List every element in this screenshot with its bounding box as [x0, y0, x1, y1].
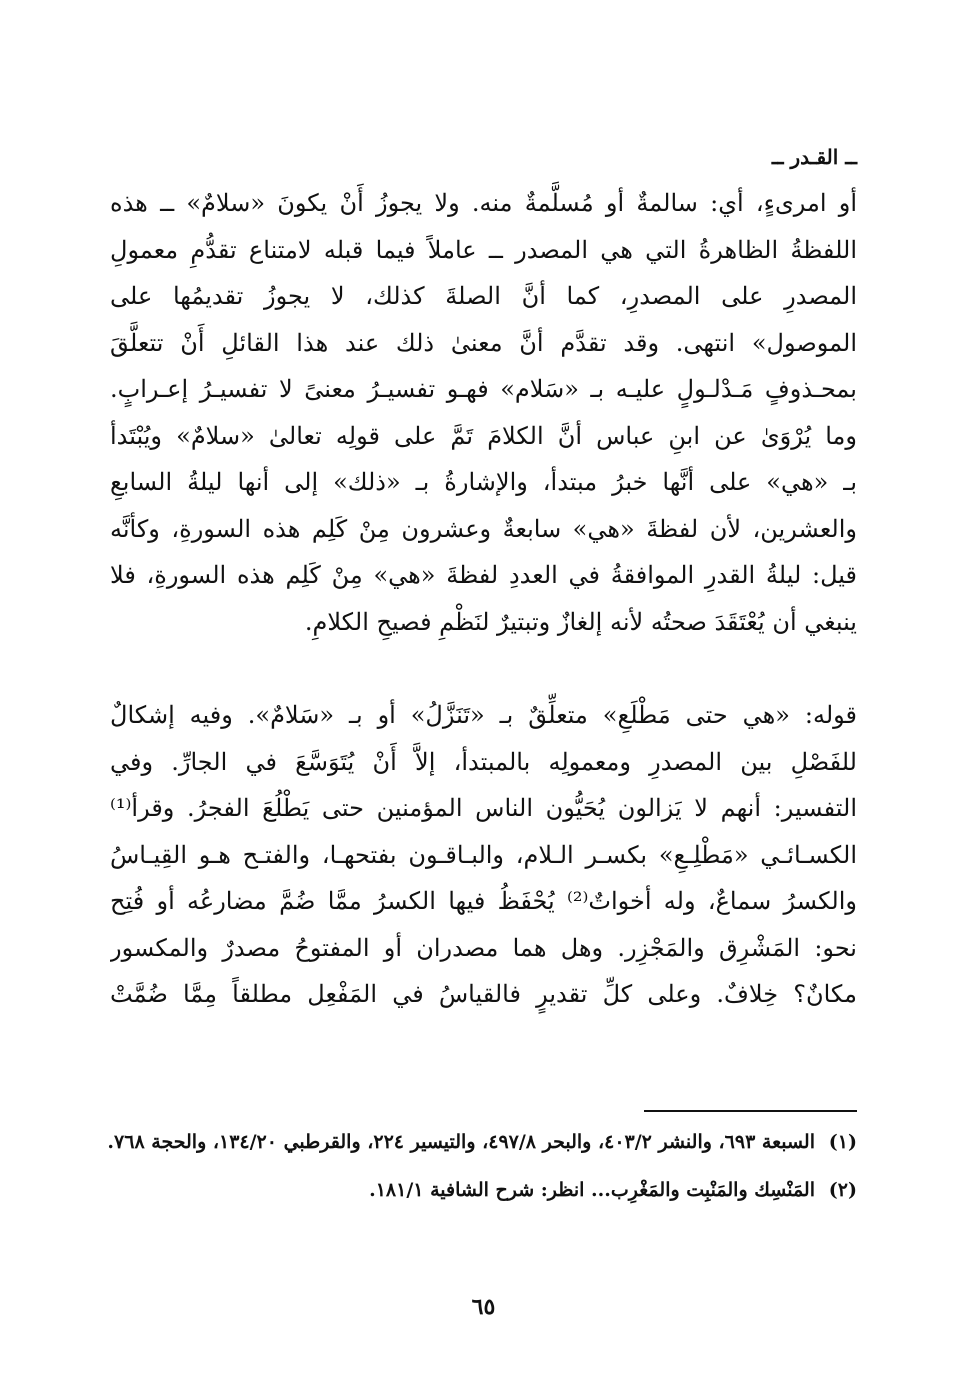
page-number: ٦٥ [471, 1294, 496, 1320]
paragraph-line: نحو: المَشْرِق والمَجْزِر. وهل هما مصدران أو المفتوحُ مصدرٌ والمكسور [110, 933, 857, 962]
footnote-number: (١) [828, 1131, 857, 1153]
paragraph-line: الكسـائـي «مَطْلِـعِ» بكسـر الـلام، والبـاقـون بفتحهـا، والفتـح هـو القِيـاسُ [110, 840, 857, 869]
paragraph-line: بمحـذوفٍ مَـدْلـولٍ عليـه بـ «سَلام» فهـو تفسيـرُ معنىً لا تفسيـرُ إعـرابٍ. [110, 375, 857, 403]
paragraph-line: وما يُرْوَىٰ عن ابنِ عباس أنَّ الكلامَ تَمَّ على قولِه تعالىٰ «سلامٌ» ويُبْتَدأ [110, 421, 857, 450]
paragraph-line: اللفظةُ الظاهرةُ التي هي المصدر ــ عاملاً فيما قبله لامتناع تقدُّمِ معمولِ [110, 235, 857, 264]
paragraph-line: أو امرىءٍ، أي: سالمةٌ أو مُسلَّمةٌ منه. ولا يجوزُ أَنْ يكونَ «سلامٌ» ــ هذه [110, 189, 857, 217]
paragraph-line: مكانٌ؟ خِلافٌ. وعلى كلِّ تقديرٍ فالقياسُ في المَفْعِل مطلقاً مِمَّا ضُمَّتْ [110, 980, 857, 1008]
paragraph-line: والكسرُ سماعٌ، وله أخواتٌ⁽²⁾ يُحْفَظُ فيها الكسرُ ممَّا ضُمَّ مضارعُه أو فُتِح [110, 887, 857, 915]
paragraph-line: المصدرِ على المصدرِ، كما أنَّ الصلةَ كذلك، لا يجوزُ تقديمُها على [110, 282, 857, 310]
paragraph-line: قيل: ليلةُ القدرِ الموافقةُ في العددِ لفظةَ «هي» مِنْ كَلِم هذه السورةِ، فلا [110, 561, 857, 589]
paragraph-line: والعشرين، لأن لفظةَ «هي» سابعةٌ وعشرون مِنْ كَلِم هذه السورةِ، وكأنَّه [110, 514, 857, 543]
footnote-text: المَنْسِك والمَنْبِت والمَغْرِب... انظر: شرح الشافية ١٨١/١. [369, 1179, 815, 1201]
paragraph-line: الموصول» انتهى. وقد تقدَّم أنَّ معنىٰ ذلك عند هذا القائلِ أَنْ تتعلَّقَ [110, 328, 857, 357]
paragraph-line: التفسير: أنهم لا يَزالون يُحَيُّون الناس المؤمنين حتى يَطْلُعَ الفجرُ. وقرأ⁽¹⁾ [110, 794, 857, 822]
footnotes [102, 1125, 857, 1221]
footnote-number: (٢) [828, 1179, 857, 1201]
footnote-2 [102, 1173, 857, 1207]
paragraph-1 [110, 180, 857, 645]
paragraph-line: بـ «هي» على أنَّها خبرُ مبتدأ، والإشارةُ بـ «ذلك» إلى أنها ليلةُ السابعِ [110, 468, 857, 496]
paragraph-2 [110, 692, 857, 1018]
footnote-text: السبعة ٦٩٣، والنشر ٤٠٣/٢، والبحر ٤٩٧/٨، والتيسير ٢٢٤، والقرطبي ١٣٤/٢٠، والحجة ٧٦٨. [107, 1131, 815, 1153]
running-header: ــ القـدر ــ [771, 145, 857, 169]
footnote-1 [102, 1125, 857, 1159]
paragraph-line: للفَصْلِ بين المصدرِ ومعمولِه بالمبتدأ، إلاَّ أَنْ يُتَوَسَّعَ في الجارِّ. وفي [110, 747, 857, 776]
paragraph-line: قوله: «هي حتى مَطْلَعِ» متعلِّقٌ بـ «تَنَزَّلُ» أو بـ «سَلامٌ». وفيه إشكالٌ [110, 701, 857, 729]
paragraph-line: ينبغي أن يُعْتَقَدَ صحتُه لأنه إلغازٌ وتبتيرٌ لنَظْمِ فصيحِ الكلامِ. [304, 607, 857, 636]
footnote-divider [644, 1110, 857, 1112]
